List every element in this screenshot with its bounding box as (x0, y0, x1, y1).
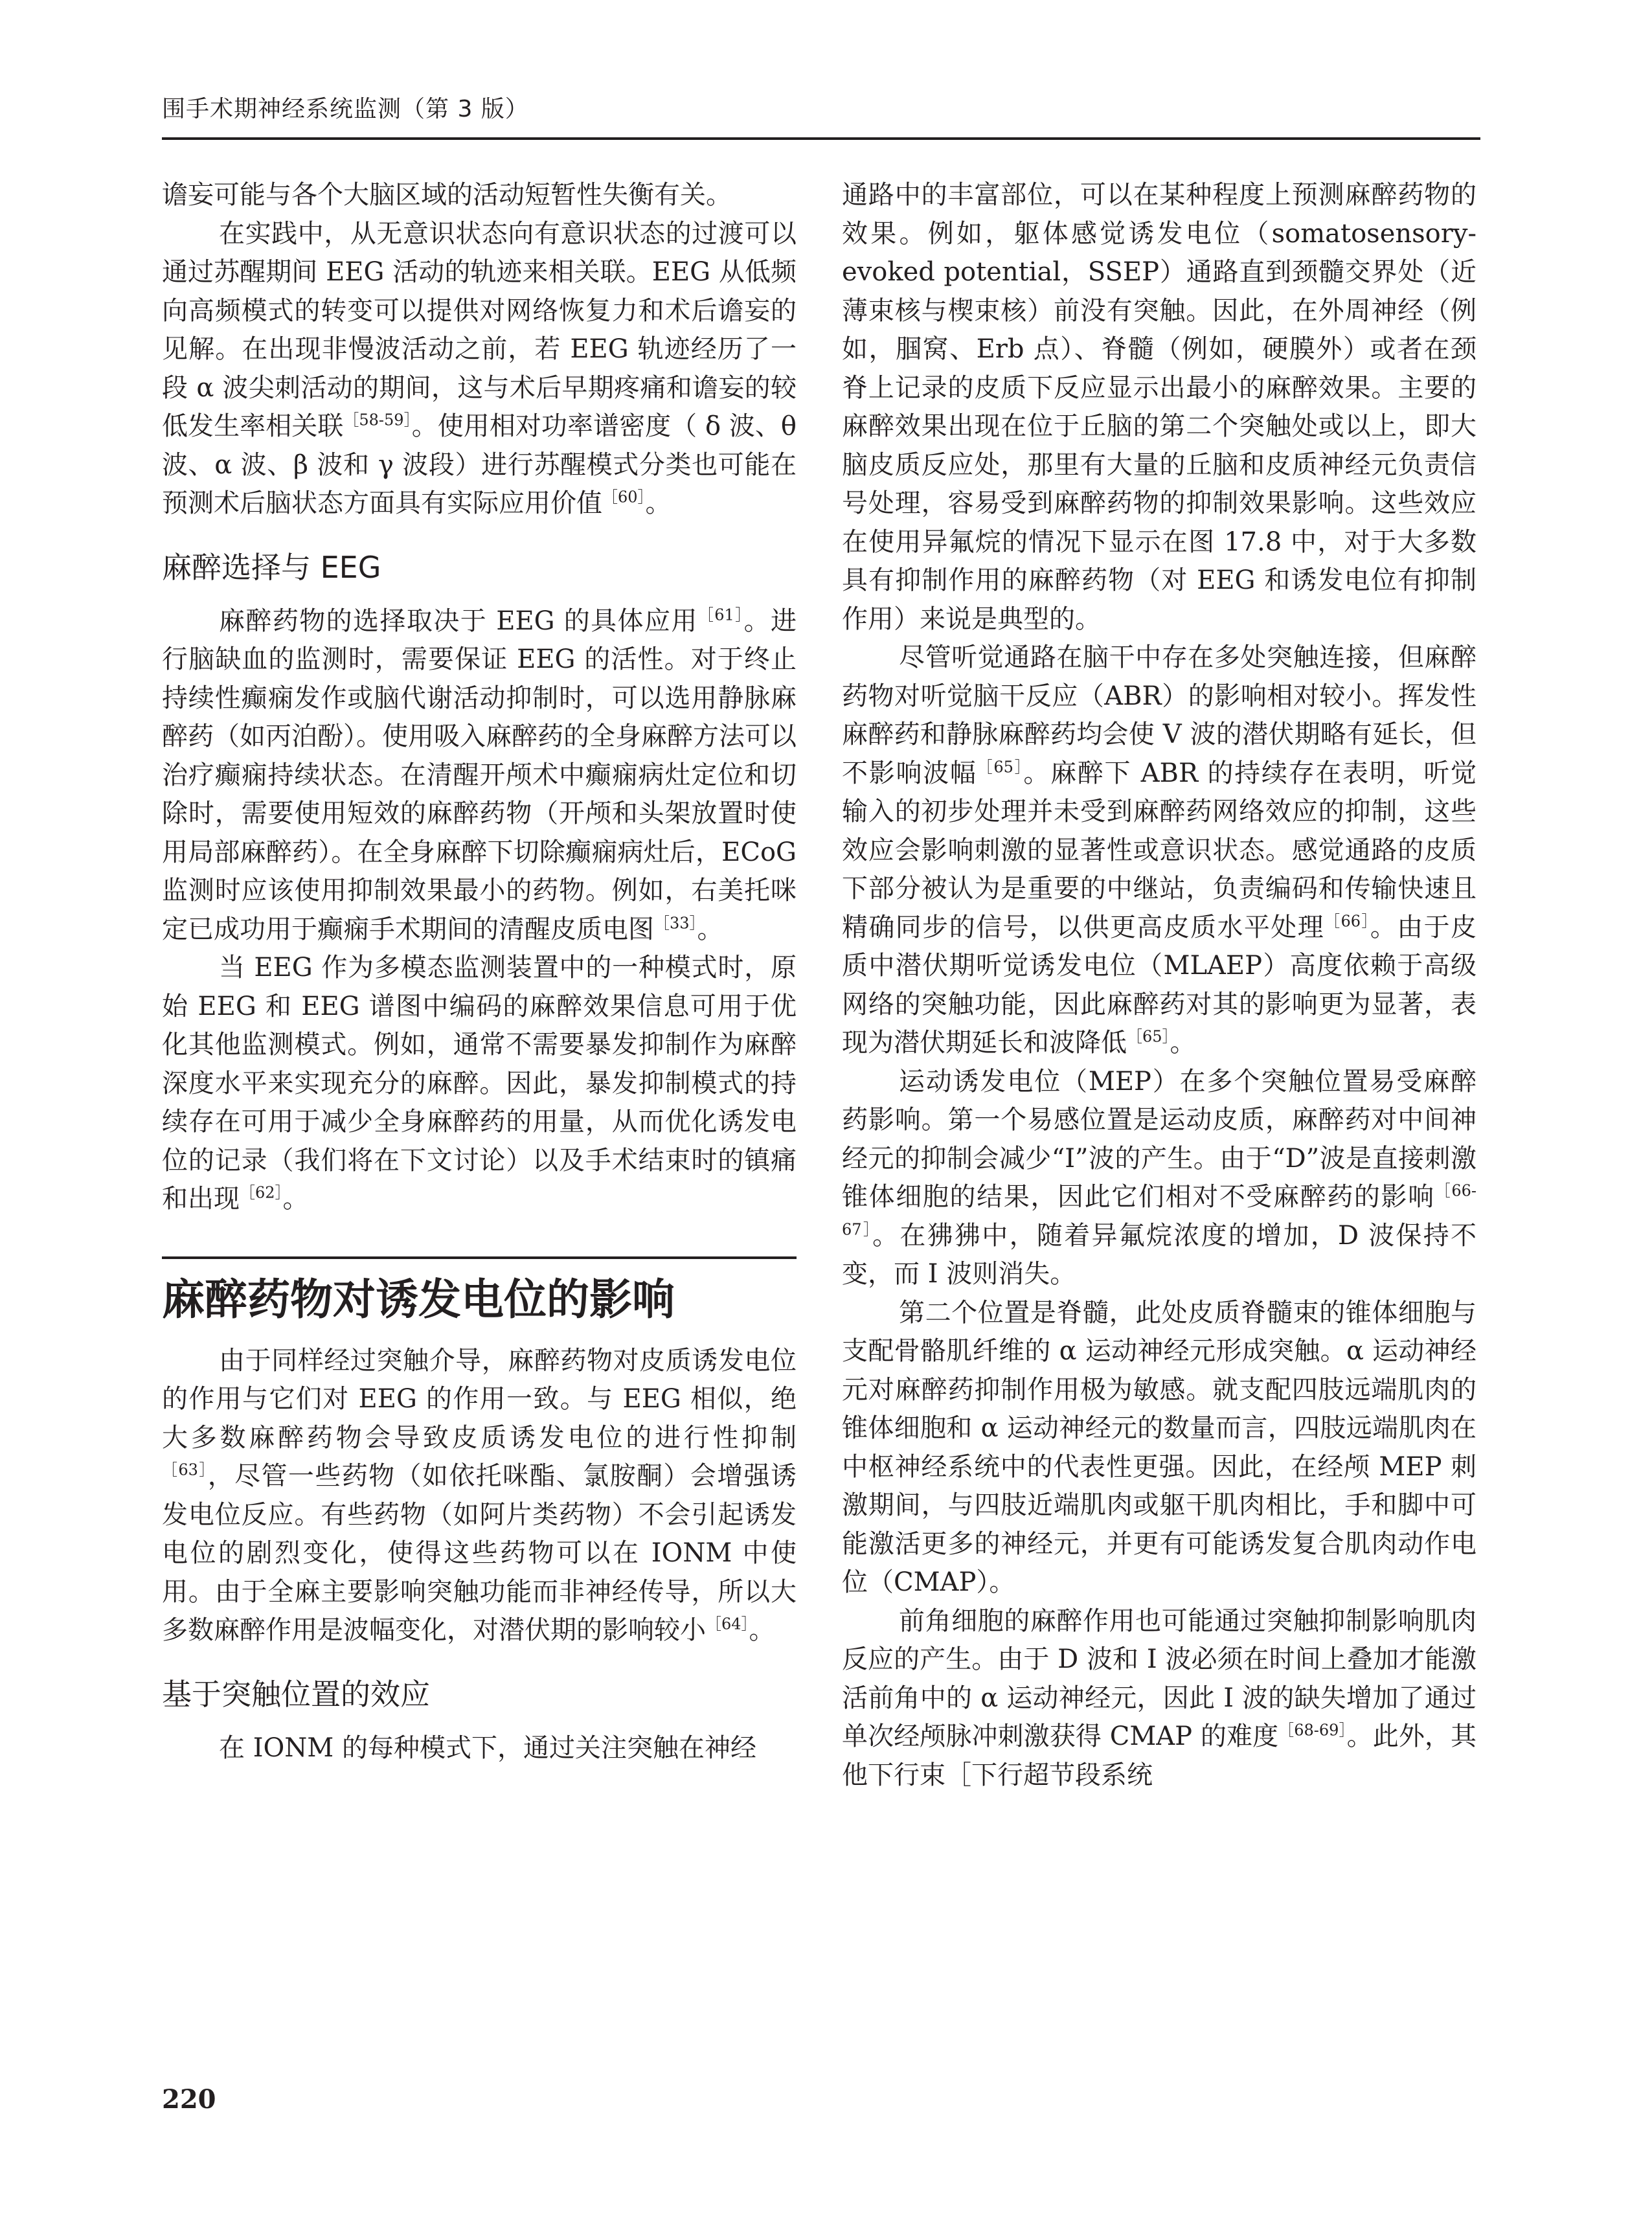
citation: ［65］ (977, 758, 1024, 777)
section-heading: 基于突触位置的效应 (162, 1676, 430, 1712)
citation: ［65］ (1127, 1027, 1170, 1046)
paragraph-text: 。 (1170, 1028, 1196, 1058)
citation: ［63］ (162, 1460, 208, 1479)
paragraph-text: 。 (282, 1184, 309, 1214)
paragraph: 在 IONM 的每种模式下，通过关注突触在神经 (219, 1732, 756, 1763)
paragraph-text: 。在狒狒中，随着异氟烷浓度的增加，D 波保持不变，而 I 波则消失。 (842, 1220, 1477, 1289)
paragraph (162, 1342, 797, 1650)
paragraph (162, 215, 797, 523)
section-heading: 麻醉选择与 EEG (162, 549, 381, 585)
paragraph-text: 。此外，其他下行束［下行超节段系统 (842, 1721, 1477, 1790)
paragraph-text: 。 (645, 488, 672, 518)
citation: ［60］ (602, 488, 646, 506)
paragraph: 通路中的丰富部位，可以在某种程度上预测麻醉药物的效果。例如，躯体感觉诱发电位（somatosensory-evoked potential，SSEP）通路直到颈髓交界处（近薄束核与楔束核）前没有突触。因此，在外周神经（例如，腘窝、Erb 点）、脊髓（例如，硬膜外）或者在颈脊上记录的皮质下反应显示出最小的麻醉效果。主要的麻醉效果出现在位于丘脑的第二个突触处或以上，即大脑皮质反应处，那里有大量的丘脑和皮质神经元负责信号处理，容易受到麻醉药物的抑制效果影响。这些效应在使用异氟烷的情况下显示在图 17.8 中，对于大多数具有抑制作用的麻醉药物（对 EEG 和诱发电位有抑制作用）来说是典型的。 (842, 180, 1477, 634)
paragraph (162, 602, 797, 949)
running-header-title: 围手术期神经系统监测（第 3 版） (162, 96, 529, 122)
paragraph-text: 。 (697, 914, 723, 944)
citation: ［66］ (1324, 912, 1370, 931)
citation: ［61］ (697, 606, 744, 624)
paragraph-text: 当 EEG 作为多模态监测装置中的一种模式时，原始 EEG 和 EEG 谱图中编码的麻醉效果信息可用于优化其他监测模式。例如，通常不需要暴发抑制作为麻醉深度水平来实现充分的麻醉。因此，暴发抑制模式的持续存在可用于减少全身麻醉药的用量，从而优化诱发电位的记录（我们将在下文讨论）以及手术结束时的镇痛和出现 (162, 953, 797, 1214)
citation: ［66-67］ (842, 1181, 1477, 1239)
citation: ［33］ (654, 914, 697, 933)
paragraph-text: 麻醉药物的选择取决于 EEG 的具体应用 (219, 606, 698, 636)
paragraph (162, 949, 797, 1219)
paragraph (842, 1602, 1477, 1795)
paragraph: 第二个位置是脊髓，此处皮质脊髓束的锥体细胞与支配骨骼肌纤维的 α 运动神经元形成突触。α 运动神经元对麻醉药抑制作用极为敏感。就支配四肢远端肌肉的锥体细胞和 α 运动神经元的数量而言，四肢远端肌肉在中枢神经系统中的代表性更强。因此，在经颅 MEP 刺激期间，与四肢近端肌肉或躯干肌肉相比，手和脚中可能激活更多的神经元，并更有可能诱发复合肌肉动作电位（CMAP）。 (842, 1297, 1477, 1597)
paragraph-text: 。由于皮质中潜伏期听觉诱发电位（MLAEP）高度依赖于高级网络的突触功能，因此麻醉药对其的影响更为显著，表现为潜伏期延长和波降低 (842, 912, 1477, 1058)
left-column (162, 176, 797, 1767)
major-section-heading: 麻醉药物对诱发电位的影响 (162, 1273, 675, 1324)
citation: ［64］ (706, 1615, 749, 1633)
paragraph (842, 1063, 1477, 1294)
paragraph-text: ，尽管一些药物（如依托咪酯、氯胺酮）会增强诱发电位反应。有些药物（如阿片类药物）不会引起诱发电位的剧烈变化，使得这些药物可以在 IONM 中使用。由于全麻主要影响突触功能而非神经传导，所以大多数麻醉作用是波幅变化，对潜伏期的影响较小 (162, 1461, 797, 1645)
paragraph-text: 。使用相对功率谱密度（ δ 波、θ 波、α 波、β 波和 γ 波段）进行苏醒模式分类也可能在预测术后脑状态方面具有实际应用价值 (162, 411, 797, 518)
paragraph-text: 。进行脑缺血的监测时，需要保证 EEG 的活性。对于终止持续性癫痫发作或脑代谢活动抑制时，可以选用静脉麻醉药（如丙泊酚）。使用吸入麻醉药的全身麻醉方法可以治疗癫痫持续状态。在清醒开颅术中癫痫病灶定位和切除时，需要使用短效的麻醉药物（开颅和头架放置时使用局部麻醉药）。在全身麻醉下切除癫痫病灶后，ECoG 监测时应该使用抑制效果最小的药物。例如，右美托咪定已成功用于癫痫手术期间的清醒皮质电图 (162, 606, 797, 944)
paragraph-text: 在实践中，从无意识状态向有意识状态的过渡可以通过苏醒期间 EEG 活动的轨迹来相关联。EEG 从低频向高频模式的转变可以提供对网络恢复力和术后谵妄的见解。在出现非慢波活动之前，若 EEG 轨迹经历了一段 α 波尖刺活动的期间，这与术后早期疼痛和谵妄的较低发生率相关联 (162, 218, 797, 441)
paragraph-text: 。麻醉下 ABR 的持续存在表明，听觉输入的初步处理并未受到麻醉药网络效应的抑制，这些效应会影响刺激的显著性或意识状态。感觉通路的皮质下部分被认为是重要的中继站，负责编码和传输快速且精确同步的信号，以供更高皮质水平处理 (842, 758, 1477, 942)
citation: ［58-59］ (343, 411, 412, 429)
paragraph-text: 由于同样经过突触介导，麻醉药物对皮质诱发电位的作用与它们对 EEG 的作用一致。与 EEG 相似，绝大多数麻醉药物会导致皮质诱发电位的进行性抑制 (162, 1345, 797, 1453)
paragraph-text: 尽管听觉通路在脑干中存在多处突触连接，但麻醉药物对听觉脑干反应（ABR）的影响相对较小。挥发性麻醉药和静脉麻醉药均会使 V 波的潜伏期略有延长，但不影响波幅 (842, 642, 1477, 788)
page-number: 220 (162, 2084, 216, 2115)
paragraph-text: 运动诱发电位（MEP）在多个突触位置易受麻醉药影响。第一个易感位置是运动皮质，麻醉药对中间神经元的抑制会减少“I”波的产生。由于“D”波是直接刺激锥体细胞的结果，因此它们相对不受麻醉药的影响 (842, 1066, 1477, 1212)
paragraph: 谵妄可能与各个大脑区域的活动短暂性失衡有关。 (162, 180, 732, 210)
citation: ［62］ (240, 1183, 283, 1202)
paragraph (842, 639, 1477, 1063)
paragraph-text: 。 (749, 1615, 775, 1645)
paragraph-text: 前角细胞的麻醉作用也可能通过突触抑制影响肌肉反应的产生。由于 D 波和 I 波必须在时间上叠加才能激活前角中的 α 运动神经元，因此 I 波的缺失增加了通过单次经颅脉冲刺激获得 CMAP 的难度 (842, 1606, 1477, 1751)
chapter-section-block (162, 1256, 797, 1326)
citation: ［68-69］ (1278, 1721, 1347, 1740)
right-column (842, 176, 1477, 1795)
header-rule (162, 137, 1480, 140)
